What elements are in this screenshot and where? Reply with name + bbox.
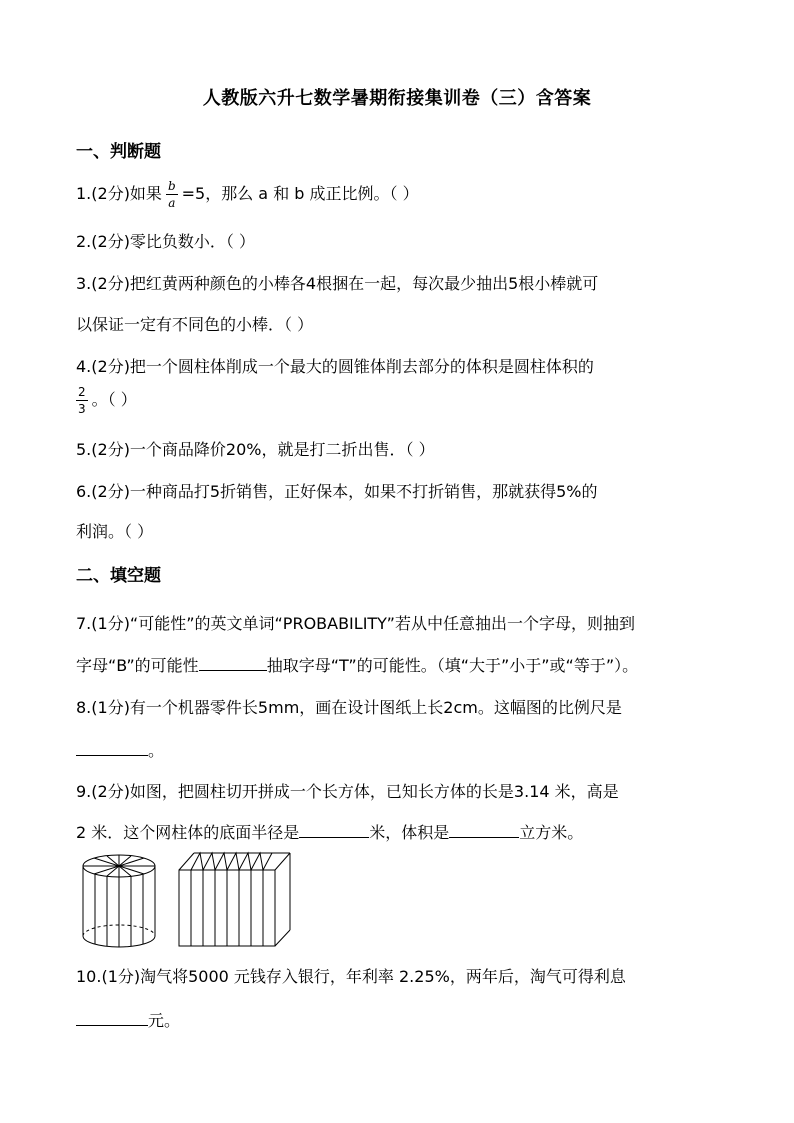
question-8-line-1: 8.(1分)有一个机器零件长5mm，画在设计图纸上长2cm。这幅图的比例尺是 [76, 698, 622, 717]
q9-text-b: 米，体积是 [369, 823, 450, 842]
question-6-line-1: 6.(2分)一种商品打5折销售，正好保本，如果不打折销售，那就获得5%的 [76, 482, 598, 501]
answer-blank-radius[interactable] [299, 823, 369, 838]
fraction-numerator: b [167, 179, 176, 193]
fraction-denominator: 3 [78, 402, 86, 416]
q4-suffix: 。（ ） [91, 390, 137, 409]
answer-blank[interactable] [76, 741, 148, 756]
question-3-line-2: 以保证一定有不同色的小棒．（ ） [76, 315, 314, 334]
question-1 [76, 180, 419, 209]
fraction-denominator: a [168, 196, 176, 210]
question-5: 5.(2分)一个商品降价20%，就是打二折出售．（ ） [76, 440, 435, 459]
q10-suffix: 元。 [148, 1011, 181, 1030]
question-2: 2.(2分)零比负数小．（ ） [76, 232, 256, 251]
section-heading-fill: 二、填空题 [76, 566, 161, 586]
question-4-line-2 [76, 386, 137, 415]
q1-prefix: 1.(2分)如果 [76, 184, 162, 203]
question-4-line-1: 4.(2分)把一个圆柱体削成一个最大的圆锥体削去部分的体积是圆柱体积的 [76, 357, 594, 376]
q1-suffix: =5，那么 a 和 b 成正比例。（ ） [181, 184, 419, 203]
question-7-line-2 [76, 653, 638, 676]
rectangular-prism-figure [176, 850, 294, 950]
question-3-line-1: 3.(2分)把红黄两种颜色的小棒各4根捆在一起，每次最少抽出5根小棒就可 [76, 274, 599, 293]
q7-text-b: 抽取字母“T”的可能性。（填“大于”小于”或“等于”）。 [266, 656, 639, 675]
cylinder-sliced-figure [80, 852, 158, 952]
fraction-two-thirds [76, 386, 88, 415]
q8-suffix: 。 [148, 741, 165, 760]
section-heading-judge: 一、判断题 [76, 142, 161, 162]
page-title: 人教版六升七数学暑期衔接集训卷（三）含答案 [202, 88, 592, 109]
question-8-line-2 [76, 738, 164, 761]
question-7-line-1: 7.(1分)“可能性”的英文单词“PROBABILITY”若从中任意抽出一个字母，则抽到 [76, 614, 635, 633]
question-9-line-1: 9.(2分)如图，把圆柱切开拼成一个长方体，已知长方体的长是3.14 米，高是 [76, 782, 619, 801]
answer-blank[interactable] [76, 1011, 148, 1026]
question-10-line-2 [76, 1008, 180, 1031]
q9-text-c: 立方米。 [519, 823, 584, 842]
answer-blank-volume[interactable] [449, 823, 519, 838]
answer-blank[interactable] [199, 656, 267, 671]
question-10-line-1: 10.(1分)淘气将5000 元钱存入银行，年利率 2.25%，两年后，淘气可得利息 [76, 967, 626, 986]
question-6-line-2: 利润。（ ） [76, 522, 154, 541]
question-9-line-2 [76, 820, 583, 843]
q7-text-a: 字母“B”的可能性 [76, 656, 199, 675]
q9-text-a: 2 米．这个网柱体的底面半径是 [76, 823, 300, 842]
fraction-numerator: 2 [78, 385, 86, 399]
fraction-b-over-a [166, 180, 178, 209]
